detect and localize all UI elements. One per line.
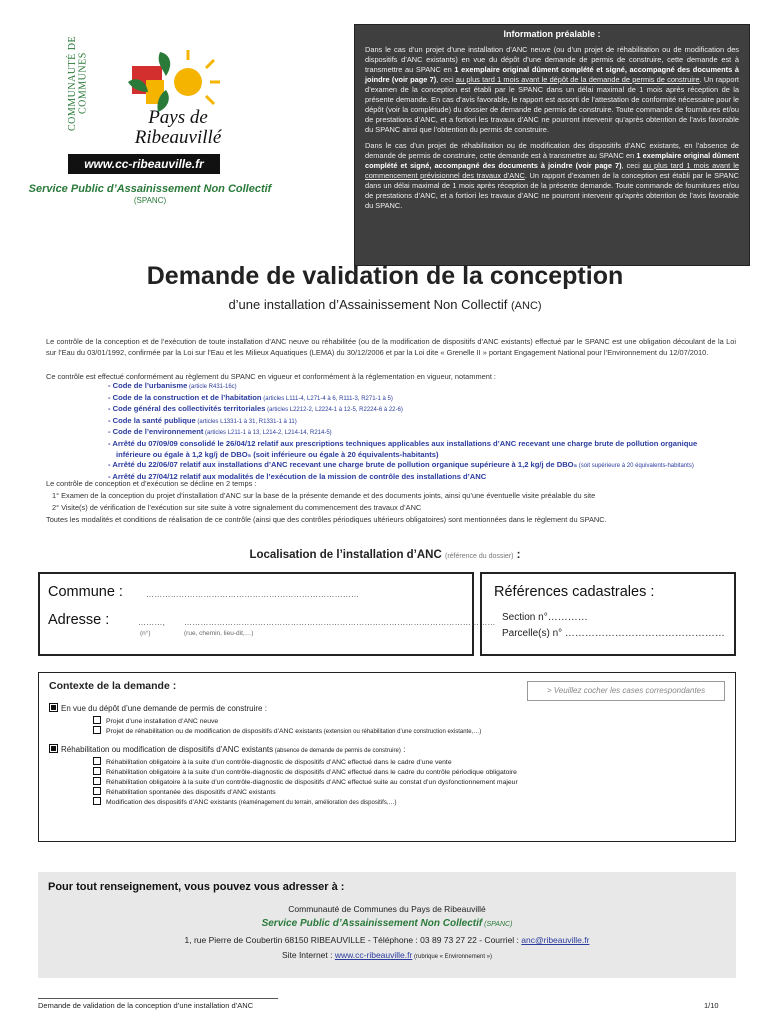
localisation-title: Localisation de l’installation d’ANC (référence du dossier) : [249, 549, 521, 561]
contact-title: Pour tout renseignement, vous pouvez vous adresser à : [48, 881, 345, 893]
step-1: 1° Examen de la conception du projet d’installation d’ANC sur la base de la présente demande et des documents joints, ainsi qu’une éventuelle visite préalable du site [52, 491, 596, 500]
checkbox-icon[interactable] [93, 797, 101, 805]
contact-site: Site Internet : www.cc-ribeauville.fr (rubrique « Environnement ») [281, 950, 493, 960]
information-paragraph-2: Dans le cas d’un projet de réhabilitation ou de modification des dispositifs d’ANC existants, en l’absence de demande de permis de construire, cette demande est à transmettre au SPANC en 1 exemplaire original dûment complété et signé, accompagné des documents à joindre (voir page 7), ceci au plus tard 1 mois avant le commencement prévisionnel des travaux d’ANC. Un rapport d’examen de la conception est établi par le SPANC dans un délai maximal de 1 mois après réception de la présente demande. Toute commande de fournitures et/ou de prestations d’ANC, et a fortiori les travaux d’ANC ne pourront intervenir qu’après obtention de l’avis favorable du SPANC. [365, 141, 739, 210]
cadastral-label: Références cadastrales : [494, 584, 655, 600]
footer-title: Demande de validation de la conception d’une installation d’ANC [38, 1001, 254, 1010]
page-number: 1/10 [704, 1001, 719, 1010]
address-street-hint: (rue, chemin, lieu-dit,…) [184, 630, 254, 637]
page-subtitle: d’une installation d’Assainissement Non Collectif (ANC) [228, 297, 542, 312]
context-box [38, 672, 736, 842]
parcelle-field[interactable]: Parcelle(s) n° ………………………………………… [502, 628, 725, 639]
page-title: Demande de validation de la conception [146, 262, 624, 290]
contact-service: Service Public d’Assainissement Non Collectif (SPANC) [261, 918, 513, 929]
law-list [108, 381, 748, 482]
contact-address: 1, rue Pierre de Coubertin 68150 RIBEAUVILLE - Téléphone : 03 89 73 27 22 - Courriel : anc@ribeauville.fr [184, 935, 590, 945]
checkbox-icon[interactable] [93, 726, 101, 734]
context-option[interactable]: Réhabilitation obligatoire à la suite d’un contrôle-diagnostic de dispositifs d’ANC effectué suite au constat d’un dysfonctionnement majeur [93, 777, 518, 788]
cadastral-box [480, 572, 736, 656]
context-title: Contexte de la demande : [49, 680, 177, 692]
commune-label: Commune : [48, 584, 123, 600]
website-link[interactable]: www.cc-ribeauville.fr [334, 950, 413, 960]
contact-org: Communauté de Communes du Pays de Ribeauvillé [288, 904, 486, 914]
address-street-field[interactable]: …………………………………………………………………………………………………… [184, 618, 496, 627]
law-item: - Arrêté du 27/04/12 relatif aux modalités de l’exécution de la mission de contrôle des installations d’ANC [108, 471, 487, 481]
law-item: - Code général des collectivités territoriales (articles L2212-2, L2224-1 à 12-5, R2224-6 à 22-6) [108, 404, 403, 414]
law-item: - Code de l’environnement (articles L211-1 à 13, L214-2, L214-14, R214-5) [108, 427, 332, 437]
steps-outro: Toutes les modalités et conditions de réalisation de ce contrôle (ainsi que des contrôles périodiques ultérieurs obligatoires) sont mentionnées dans le règlement du SPANC. [46, 515, 607, 524]
law-item: - Code de l’urbanisme (article R431-16c) [108, 381, 237, 390]
checkbox-filled-icon[interactable] [49, 703, 58, 712]
commune-field[interactable]: …………………………………………………………………… [146, 590, 360, 599]
spanc-title: Service Public d’Assainissement Non Collectif [28, 183, 272, 195]
address-number-field[interactable]: ………, [138, 618, 166, 627]
section-field[interactable]: Section n°………… [502, 612, 588, 623]
information-paragraph-1: Dans le cas d’un projet d’une installation d’ANC neuve (ou d’un projet de réhabilitation ou de modification des dispositifs d’ANC existants) en vue du dépôt d’une demande de permis de construire, cette demande est à transmettre au SPANC en 1 exemplaire original dûment complété et signé, accompagné des documents à joindre (voir page 7), ceci au plus tard 1 mois avant le dépôt de la demande de permis de construire. Un rapport d’examen de la conception est établi par le SPANC dans un délai maximal de 1 mois après réception de la présente demande. En cas d’avis favorable, le rapport est assorti de l’attestation de conformité nécessaire pour le dépôt (voir la complétude) du dossier de demande de permis de construire. Toute commande de fournitures et/ou de prestations d’ANC, et a fortiori les travaux d’ANC ne pourront intervenir qu’après obtention de l’avis favorable du SPANC ainsi que l’obtention du permis de construire. [365, 45, 739, 134]
footer-divider [38, 998, 278, 999]
context-option[interactable]: Réhabilitation obligatoire à la suite d’un contrôle-diagnostic de dispositifs d’ANC effectué dans le cadre d’une vente [93, 757, 452, 768]
logo-name: Pays de Ribeauvillé [134, 107, 222, 148]
context-option[interactable]: Modification des dispositifs d’ANC existants (réaménagement du terrain, amélioration des dispositifs,…) [93, 797, 397, 808]
step-2: 2° Visite(s) de vérification de l’exécution sur site suite à votre signalement du commencement des travaux d’ANC [52, 503, 422, 512]
logo [60, 18, 230, 178]
context-option[interactable]: Réhabilitation spontanée des dispositifs d’ANC existants [93, 787, 276, 798]
logo-vertical-text: COMMUNAUTÉ DE COMMUNES [67, 35, 89, 131]
checkbox-icon[interactable] [93, 787, 101, 795]
checkbox-icon[interactable] [93, 757, 101, 765]
information-box [354, 24, 750, 266]
law-item: - Arrêté du 22/06/07 relatif aux installations d’ANC recevant une charge brute de pollution organique supérieure à 1,2 kg/j de DBO₅ (soit supérieure à 20 équivalents-habitants) [108, 460, 694, 470]
intro-regulation: Ce contrôle est effectué conformément au règlement du SPANC en vigueur et conformément à la réglementation en vigueur, notamment : [46, 372, 496, 381]
checkbox-filled-icon[interactable] [49, 744, 58, 753]
checkbox-icon[interactable] [93, 767, 101, 775]
law-item: - Code de la construction et de l’habitation (articles L111-4, L271-4 à 6, R111-3, R271-1 à 5) [108, 392, 393, 402]
law-item: - Code la santé publique (articles L1331-1 à 31, R1331-1 à 11) [108, 415, 297, 425]
context-option[interactable]: Projet de réhabilitation ou de modification de dispositifs d’ANC existants (extension ou réhabilitation d’une construction existante,…) [93, 726, 481, 737]
context-hint: > Veuillez cocher les cases correspondantes [527, 681, 725, 701]
logo-graphic [126, 46, 222, 116]
contact-box [38, 872, 736, 978]
checkbox-icon[interactable] [93, 777, 101, 785]
adresse-label: Adresse : [48, 612, 110, 628]
localisation-address-box [38, 572, 496, 656]
context-option[interactable]: Projet d’une installation d’ANC neuve [93, 716, 218, 727]
context-option[interactable]: Réhabilitation obligatoire à la suite d’un contrôle-diagnostic de dispositifs d’ANC effectué dans le cadre du contrôle périodique obligatoire [93, 767, 517, 778]
information-title: Information préalable : [503, 29, 601, 39]
law-item: - Arrêté du 07/09/09 consolidé le 26/04/12 relatif aux prescriptions techniques applicables aux installations d’ANC recevant une charge brute de pollution organique inférieure ou égale à 1,2 kg/j de DBO₅ (soit inférieure ou égale à 20 équivalents-habitants) [108, 438, 698, 459]
checkbox-icon[interactable] [93, 716, 101, 724]
context-group-rehab[interactable]: Réhabilitation ou modification de dispositifs d’ANC existants (absence de demande de permis de construire) : [49, 744, 405, 757]
steps-intro: Le contrôle de conception et d’exécution se décline en 2 temps : [46, 479, 257, 488]
email-link[interactable]: anc@ribeauville.fr [521, 935, 590, 945]
address-number-hint: (n°) [140, 630, 151, 637]
intro-paragraph: Le contrôle de la conception et de l’exécution de toute installation d’ANC neuve ou réhabilitée (ou de la modification de dispositifs d’ANC existants) effectué par le SPANC est une obligation découlant de la Loi sur l’Eau du 03/01/1992, confirmée par la Loi sur l’Eau et les Milieux Aquatiques (LEMA) du 30/12/2006 et par la Loi dite « Grenelle II » portant Engagement National pour l’Environnement du 12/07/2010. [46, 337, 736, 357]
context-group-permit[interactable]: En vue du dépôt d’une demande de permis de construire : [49, 703, 267, 715]
spanc-subtitle: (SPANC) [133, 196, 167, 205]
logo-url: www.cc-ribeauville.fr [68, 154, 220, 174]
